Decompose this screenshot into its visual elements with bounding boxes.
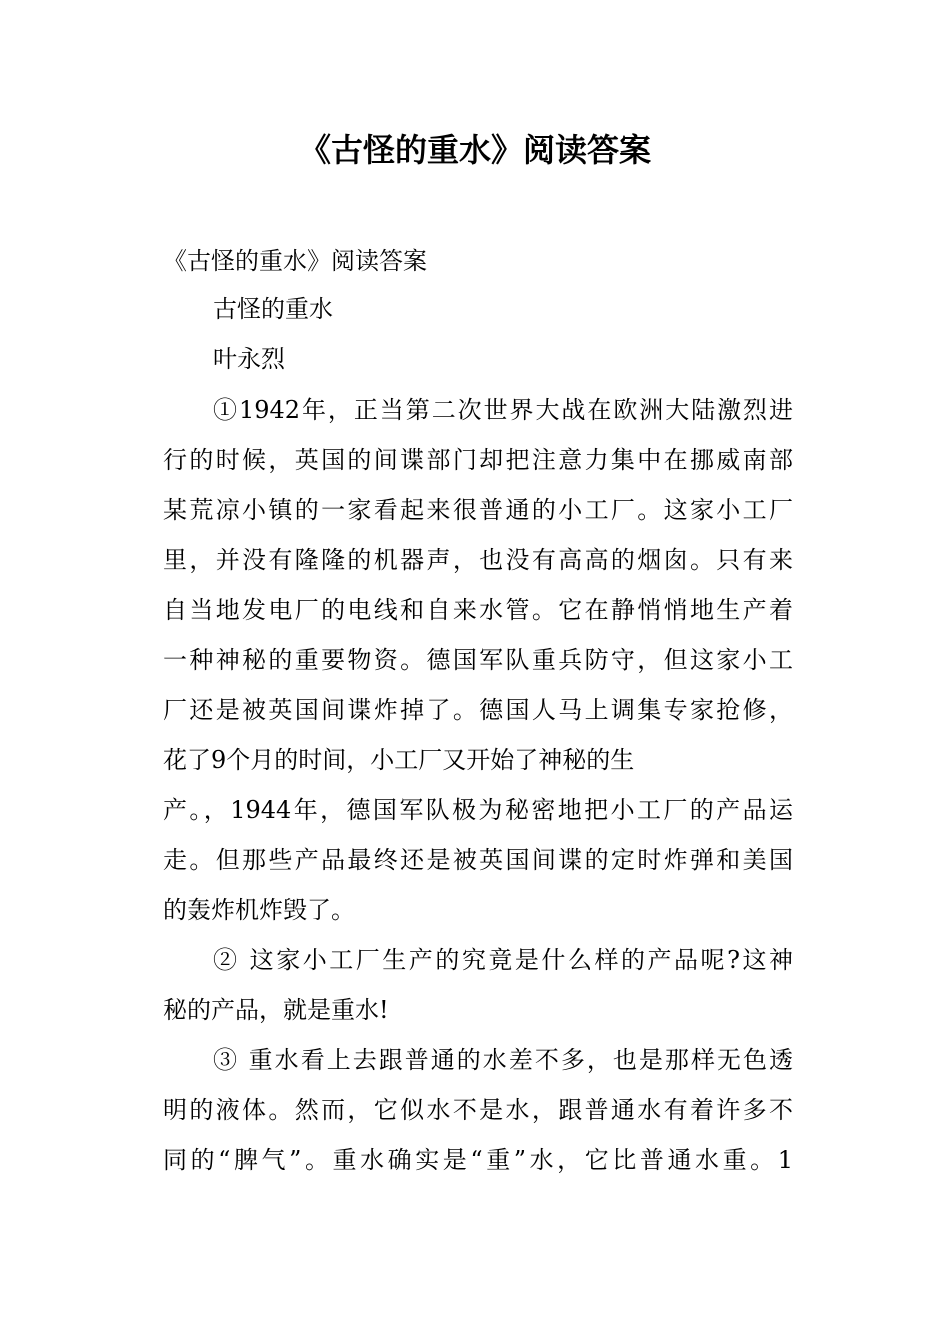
article-heading: 古怪的重水	[213, 295, 333, 323]
paragraph-1-line-5: 自当地发电厂的电线和自来水管。它在静悄悄地生产着	[163, 596, 793, 624]
paragraph-1-line-3: 某荒凉小镇的一家看起来很普通的小工厂。这家小工厂	[163, 496, 793, 524]
paragraph-1-line-9: 产。，1944年，德国军队极为秘密地把小工厂的产品运	[163, 796, 793, 824]
paragraph-1-line-2: 行的时候，英国的间谍部门却把注意力集中在挪威南部	[163, 446, 793, 474]
paragraph-3-line-1: ③ 重水看上去跟普通的水差不多，也是那样无色透	[213, 1046, 793, 1074]
paragraph-3-line-2: 明的液体。然而，它似水不是水，跟普通水有着许多不	[163, 1096, 793, 1124]
paragraph-1-line-6: 一种神秘的重要物资。德国军队重兵防守，但这家小工	[163, 646, 793, 674]
paragraph-1-line-1: ①1942年，正当第二次世界大战在欧洲大陆激烈进	[213, 396, 793, 424]
paragraph-1-line-11: 的轰炸机炸毁了。	[163, 896, 355, 924]
paragraph-2-line-2: 秘的产品，就是重水!	[163, 996, 389, 1024]
paragraph-1-line-7: 厂还是被英国间谍炸掉了。德国人马上调集专家抢修，	[163, 696, 793, 724]
author-line: 叶永烈	[213, 345, 285, 373]
paragraph-1-line-4: 里，并没有隆隆的机器声，也没有高高的烟囱。只有来	[163, 546, 793, 574]
paragraph-2-line-1: ② 这家小工厂生产的究竟是什么样的产品呢?这神	[213, 946, 793, 974]
document-title: 《古怪的重水》阅读答案	[298, 131, 651, 169]
paragraph-1-line-10: 走。但那些产品最终还是被英国间谍的定时炸弹和美国	[163, 846, 793, 874]
paragraph-3-line-3: 同的“脾气”。重水确实是“重”水，它比普通水重。1	[163, 1146, 793, 1174]
paragraph-1-line-8: 花了9个月的时间，小工厂又开始了神秘的生	[163, 746, 635, 774]
subtitle-line: 《古怪的重水》阅读答案	[163, 247, 427, 275]
